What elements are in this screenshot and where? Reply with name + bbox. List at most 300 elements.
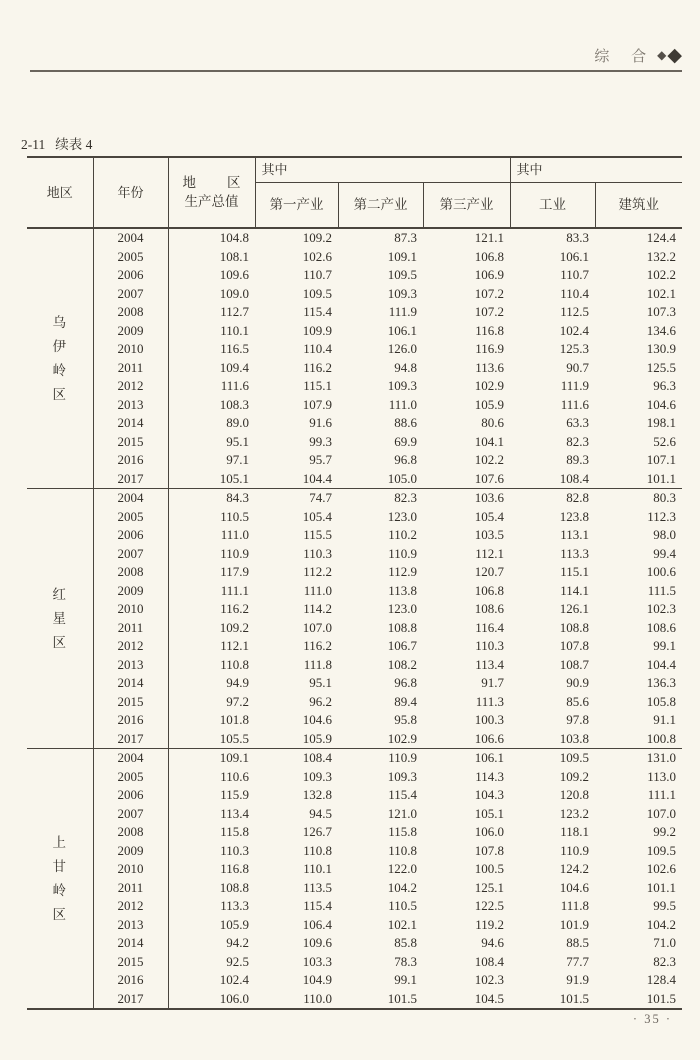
year-cell: 2005 [93, 768, 168, 787]
header-among-left: 其中 [255, 157, 510, 183]
value-cell: 112.1 [220, 638, 249, 654]
table-row [27, 897, 682, 916]
header-gdp-line1: 地 区 [182, 175, 241, 191]
value-cell: 121.1 [474, 230, 505, 246]
header-gdp-line2: 生产总值 [184, 193, 239, 209]
table-row [27, 674, 682, 693]
table-row [27, 842, 682, 861]
value-cell: 111.1 [220, 582, 249, 598]
value-cell: 115.9 [220, 787, 249, 803]
value-cell: 115.4 [303, 898, 332, 914]
value-cell: 102.4 [559, 322, 590, 338]
year-cell: 2008 [93, 563, 168, 582]
value-cell: 105.9 [302, 730, 332, 746]
header-rule [30, 70, 682, 72]
value-cell: 108.8 [387, 619, 417, 635]
value-cell: 112.2 [303, 564, 332, 580]
value-cell: 116.2 [303, 638, 332, 654]
year-cell: 2017 [93, 730, 168, 749]
value-cell: 96.8 [394, 675, 417, 691]
header-construction: 建筑业 [595, 183, 682, 229]
year-cell: 2014 [93, 414, 168, 433]
value-cell: 52.6 [653, 433, 677, 449]
table-row [27, 693, 682, 712]
value-cell: 95.7 [309, 452, 332, 468]
value-cell: 111.8 [560, 898, 590, 914]
year-cell: 2007 [93, 285, 168, 304]
value-cell: 114.1 [560, 582, 590, 598]
header-among-right: 其中 [510, 157, 682, 183]
year-cell: 2011 [93, 359, 168, 378]
value-cell: 84.3 [168, 489, 255, 508]
value-cell: 110.8 [388, 842, 417, 858]
value-cell: 110.2 [388, 527, 417, 543]
year-cell: 2013 [93, 656, 168, 675]
value-cell: 106.1 [387, 322, 417, 338]
value-cell: 106.0 [474, 824, 505, 840]
value-cell: 105.4 [474, 508, 505, 524]
year-cell: 2010 [93, 340, 168, 359]
value-cell: 80.6 [481, 415, 505, 431]
value-cell: 118.1 [560, 824, 590, 840]
value-cell: 102.6 [302, 248, 332, 264]
year-cell: 2012 [93, 377, 168, 396]
value-cell: 107.2 [474, 285, 505, 301]
value-cell: 108.8 [559, 619, 590, 635]
value-cell: 108.4 [559, 470, 590, 486]
value-cell: 125.3 [559, 341, 590, 357]
value-cell: 110.9 [220, 545, 249, 561]
value-cell: 94.2 [226, 935, 249, 951]
value-cell: 107.3 [646, 304, 677, 320]
value-cell: 104.3 [474, 787, 505, 803]
value-cell: 106.8 [474, 582, 505, 598]
header-primary-industry: 第一产业 [255, 183, 338, 229]
value-cell: 95.1 [309, 675, 332, 691]
value-cell: 88.6 [394, 415, 417, 431]
table-header [27, 157, 682, 228]
table-number: 2-11 [21, 137, 46, 152]
value-cell: 98.0 [653, 527, 677, 543]
table-row [27, 637, 682, 656]
year-cell: 2007 [93, 805, 168, 824]
value-cell: 102.2 [646, 267, 677, 283]
year-cell: 2004 [93, 749, 168, 768]
table-row [27, 934, 682, 953]
value-cell: 102.1 [387, 916, 417, 932]
value-cell: 110.3 [475, 638, 505, 654]
value-cell: 109.5 [510, 749, 595, 768]
value-cell: 104.2 [646, 916, 677, 932]
value-cell: 107.0 [646, 805, 677, 821]
value-cell: 108.3 [219, 396, 249, 412]
value-cell: 88.5 [566, 935, 590, 951]
statistics-table-wrap [27, 156, 682, 1010]
value-cell: 116.8 [475, 322, 505, 338]
value-cell: 80.3 [595, 489, 682, 508]
year-cell: 2017 [93, 470, 168, 489]
value-cell: 104.1 [474, 433, 505, 449]
value-cell: 109.3 [387, 285, 417, 301]
table-row [27, 971, 682, 990]
table-row [27, 730, 682, 749]
value-cell: 115.5 [303, 527, 332, 543]
value-cell: 110.7 [303, 267, 332, 283]
value-cell: 106.0 [168, 990, 255, 1010]
value-cell: 69.9 [394, 433, 417, 449]
table-row [27, 414, 682, 433]
value-cell: 91.9 [566, 972, 590, 988]
value-cell: 111.8 [303, 656, 332, 672]
year-cell: 2012 [93, 637, 168, 656]
value-cell: 111.1 [647, 787, 677, 803]
value-cell: 198.1 [646, 415, 677, 431]
value-cell: 110.8 [220, 656, 249, 672]
value-cell: 97.8 [566, 712, 590, 728]
value-cell: 104.9 [302, 972, 332, 988]
value-cell: 103.5 [474, 527, 505, 543]
value-cell: 90.9 [566, 675, 590, 691]
table-row [27, 266, 682, 285]
value-cell: 113.4 [220, 805, 249, 821]
value-cell: 114.2 [303, 601, 332, 617]
value-cell: 115.8 [388, 824, 417, 840]
value-cell: 100.6 [646, 564, 677, 580]
value-cell: 97.2 [226, 693, 249, 709]
value-cell: 115.8 [220, 824, 249, 840]
value-cell: 99.3 [309, 433, 332, 449]
table-row [27, 489, 682, 508]
table-row [27, 860, 682, 879]
year-cell: 2013 [93, 916, 168, 935]
value-cell: 121.0 [387, 805, 417, 821]
value-cell: 107.1 [646, 452, 677, 468]
table-row [27, 823, 682, 842]
value-cell: 77.7 [566, 953, 590, 969]
table-row [27, 656, 682, 675]
value-cell: 109.5 [302, 285, 332, 301]
value-cell: 85.6 [566, 693, 590, 709]
value-cell: 96.2 [309, 693, 332, 709]
value-cell: 109.3 [302, 768, 332, 784]
value-cell: 104.2 [387, 879, 417, 895]
value-cell: 111.0 [220, 527, 249, 543]
value-cell: 112.7 [220, 304, 249, 320]
year-cell: 2011 [93, 879, 168, 898]
value-cell: 89.3 [566, 452, 590, 468]
value-cell: 109.9 [302, 322, 332, 338]
value-cell: 99.4 [653, 545, 677, 561]
value-cell: 113.4 [475, 656, 505, 672]
region-label: 乌 伊 岭 区 [27, 228, 93, 489]
value-cell: 100.5 [474, 861, 505, 877]
year-cell: 2009 [93, 582, 168, 601]
value-cell: 116.4 [475, 619, 505, 635]
table-row [27, 377, 682, 396]
table-row [27, 619, 682, 638]
year-cell: 2005 [93, 508, 168, 527]
table-row [27, 508, 682, 527]
value-cell: 116.5 [220, 341, 249, 357]
value-cell: 134.6 [646, 322, 677, 338]
value-cell: 122.0 [387, 861, 417, 877]
value-cell: 109.4 [219, 359, 249, 375]
year-cell: 2006 [93, 266, 168, 285]
value-cell: 102.6 [646, 861, 677, 877]
value-cell: 104.8 [219, 230, 249, 246]
value-cell: 94.6 [481, 935, 505, 951]
value-cell: 106.6 [474, 730, 505, 746]
table-row [27, 303, 682, 322]
statistics-table [27, 156, 682, 1010]
value-cell: 123.0 [387, 601, 417, 617]
value-cell: 103.3 [302, 953, 332, 969]
value-cell: 106.1 [423, 749, 510, 768]
value-cell: 102.1 [646, 285, 677, 301]
table-row [27, 451, 682, 470]
value-cell: 124.2 [559, 861, 590, 877]
year-cell: 2014 [93, 934, 168, 953]
value-cell: 107.9 [302, 396, 332, 412]
year-cell: 2010 [93, 600, 168, 619]
value-cell: 109.2 [559, 768, 590, 784]
value-cell: 109.6 [302, 935, 332, 951]
value-cell: 109.3 [387, 768, 417, 784]
value-cell: 132.8 [302, 787, 332, 803]
value-cell: 105.9 [219, 916, 249, 932]
table-row [27, 433, 682, 452]
value-cell: 89.4 [394, 693, 417, 709]
value-cell: 99.1 [394, 972, 417, 988]
year-cell: 2012 [93, 897, 168, 916]
value-cell: 108.6 [474, 601, 505, 617]
year-cell: 2011 [93, 619, 168, 638]
value-cell: 108.2 [387, 656, 417, 672]
value-cell: 106.1 [559, 248, 590, 264]
value-cell: 82.8 [510, 489, 595, 508]
year-cell: 2016 [93, 451, 168, 470]
value-cell: 90.7 [566, 359, 590, 375]
table-row [27, 322, 682, 341]
year-cell: 2006 [93, 526, 168, 545]
value-cell: 101.5 [510, 990, 595, 1010]
value-cell: 122.5 [474, 898, 505, 914]
value-cell: 136.3 [646, 675, 677, 691]
value-cell: 109.5 [646, 842, 677, 858]
year-cell: 2016 [93, 711, 168, 730]
table-row [27, 805, 682, 824]
value-cell: 113.8 [388, 582, 417, 598]
year-cell: 2007 [93, 545, 168, 564]
value-cell: 110.5 [388, 898, 417, 914]
value-cell: 110.0 [255, 990, 338, 1010]
value-cell: 110.9 [388, 545, 417, 561]
value-cell: 108.7 [559, 656, 590, 672]
value-cell: 113.3 [220, 898, 249, 914]
value-cell: 91.6 [309, 415, 332, 431]
value-cell: 105.5 [219, 730, 249, 746]
value-cell: 102.9 [474, 378, 505, 394]
value-cell: 104.5 [423, 990, 510, 1010]
value-cell: 126.1 [559, 601, 590, 617]
year-cell: 2008 [93, 823, 168, 842]
value-cell: 111.0 [303, 582, 332, 598]
value-cell: 99.2 [653, 824, 677, 840]
header-secondary-industry: 第二产业 [338, 183, 423, 229]
value-cell: 95.1 [226, 433, 249, 449]
value-cell: 110.3 [220, 842, 249, 858]
value-cell: 101.9 [559, 916, 590, 932]
value-cell: 74.7 [255, 489, 338, 508]
value-cell: 109.5 [387, 267, 417, 283]
table-row [27, 711, 682, 730]
value-cell: 104.4 [646, 656, 677, 672]
table-row [27, 545, 682, 564]
value-cell: 126.7 [302, 824, 332, 840]
year-cell: 2005 [93, 248, 168, 267]
table-row [27, 582, 682, 601]
value-cell: 96.3 [653, 378, 677, 394]
value-cell: 110.7 [560, 267, 590, 283]
diamond-large-icon: ◆ [667, 45, 682, 66]
value-cell: 111.5 [647, 582, 677, 598]
value-cell: 105.0 [387, 470, 417, 486]
table-row [27, 340, 682, 359]
value-cell: 111.6 [560, 396, 590, 412]
year-cell: 2004 [93, 228, 168, 248]
value-cell: 123.8 [559, 508, 590, 524]
diamond-small-icon: ◆ [657, 48, 667, 62]
value-cell: 107.2 [474, 304, 505, 320]
header-year: 年份 [93, 157, 168, 228]
value-cell: 116.2 [220, 601, 249, 617]
year-cell: 2009 [93, 842, 168, 861]
value-cell: 87.3 [394, 230, 417, 246]
header-tertiary-industry: 第三产业 [423, 183, 510, 229]
value-cell: 110.8 [303, 842, 332, 858]
region-label: 上 甘 岭 区 [27, 749, 93, 1010]
value-cell: 110.3 [303, 545, 332, 561]
value-cell: 97.1 [226, 452, 249, 468]
value-cell: 107.0 [302, 619, 332, 635]
value-cell: 109.0 [219, 285, 249, 301]
value-cell: 125.1 [474, 879, 505, 895]
value-cell: 115.4 [303, 304, 332, 320]
value-cell: 109.2 [302, 230, 332, 246]
value-cell: 116.2 [303, 359, 332, 375]
value-cell: 113.0 [647, 768, 677, 784]
value-cell: 103.8 [559, 730, 590, 746]
value-cell: 114.3 [475, 768, 505, 784]
value-cell: 89.0 [226, 415, 249, 431]
year-cell: 2015 [93, 693, 168, 712]
value-cell: 109.1 [387, 248, 417, 264]
year-cell: 2015 [93, 953, 168, 972]
value-cell: 110.1 [303, 861, 332, 877]
value-cell: 82.3 [338, 489, 423, 508]
table-row [27, 228, 682, 248]
value-cell: 105.8 [646, 693, 677, 709]
running-head-text: 综 合 [594, 49, 656, 65]
value-cell: 106.8 [474, 248, 505, 264]
value-cell: 110.1 [220, 322, 249, 338]
table-row [27, 563, 682, 582]
year-cell: 2008 [93, 303, 168, 322]
value-cell: 102.3 [646, 601, 677, 617]
value-cell: 108.4 [474, 953, 505, 969]
value-cell: 104.6 [559, 879, 590, 895]
value-cell: 113.3 [560, 545, 590, 561]
table-caption [21, 133, 92, 153]
value-cell: 110.6 [220, 768, 249, 784]
table-row [27, 749, 682, 768]
value-cell: 126.0 [387, 341, 417, 357]
value-cell: 116.8 [220, 861, 249, 877]
value-cell: 101.5 [338, 990, 423, 1010]
value-cell: 108.6 [646, 619, 677, 635]
value-cell: 91.7 [481, 675, 505, 691]
value-cell: 112.3 [647, 508, 677, 524]
value-cell: 105.1 [219, 470, 249, 486]
value-cell: 85.8 [394, 935, 417, 951]
value-cell: 113.6 [475, 359, 505, 375]
value-cell: 110.9 [338, 749, 423, 768]
value-cell: 102.2 [474, 452, 505, 468]
value-cell: 83.3 [566, 230, 590, 246]
value-cell: 105.4 [302, 508, 332, 524]
table-row [27, 600, 682, 619]
value-cell: 101.8 [219, 712, 249, 728]
year-cell: 2004 [93, 489, 168, 508]
year-cell: 2016 [93, 971, 168, 990]
value-cell: 95.8 [394, 712, 417, 728]
value-cell: 108.4 [255, 749, 338, 768]
value-cell: 82.3 [566, 433, 590, 449]
table-row [27, 879, 682, 898]
value-cell: 111.9 [560, 378, 590, 394]
header-region: 地区 [27, 157, 93, 228]
value-cell: 104.6 [302, 712, 332, 728]
value-cell: 106.9 [474, 267, 505, 283]
value-cell: 113.1 [560, 527, 590, 543]
value-cell: 105.9 [474, 396, 505, 412]
value-cell: 104.4 [302, 470, 332, 486]
value-cell: 63.3 [566, 415, 590, 431]
value-cell: 110.4 [560, 285, 590, 301]
value-cell: 94.8 [394, 359, 417, 375]
value-cell: 101.1 [646, 470, 677, 486]
value-cell: 99.5 [653, 898, 677, 914]
year-cell: 2009 [93, 322, 168, 341]
value-cell: 100.3 [474, 712, 505, 728]
value-cell: 111.6 [220, 378, 249, 394]
value-cell: 123.0 [387, 508, 417, 524]
value-cell: 105.1 [474, 805, 505, 821]
value-cell: 116.9 [475, 341, 505, 357]
value-cell: 117.9 [220, 564, 249, 580]
value-cell: 96.8 [394, 452, 417, 468]
value-cell: 71.0 [653, 935, 677, 951]
value-cell: 119.2 [475, 916, 505, 932]
value-cell: 120.8 [559, 787, 590, 803]
value-cell: 111.9 [388, 304, 417, 320]
value-cell: 130.9 [646, 341, 677, 357]
value-cell: 101.5 [595, 990, 682, 1010]
table-row [27, 248, 682, 267]
value-cell: 92.5 [226, 953, 249, 969]
header-gdp [168, 157, 255, 228]
value-cell: 112.9 [388, 564, 417, 580]
